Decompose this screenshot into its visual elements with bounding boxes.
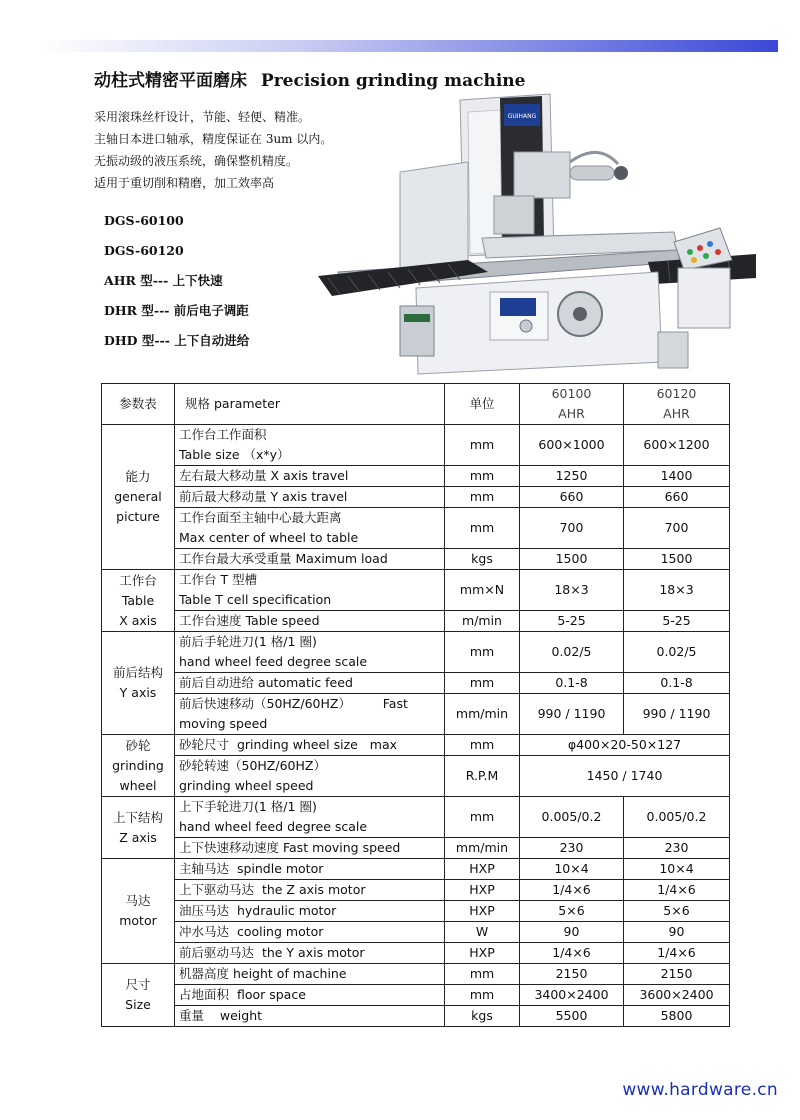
table-row (102, 797, 730, 838)
value-cell: 5×6 (624, 901, 730, 922)
unit-cell: kgs (445, 549, 520, 570)
website-link[interactable]: www.hardware.cn (622, 1080, 778, 1100)
unit-cell: R.P.M (445, 756, 520, 797)
value-cell: 5-25 (624, 611, 730, 632)
table-row (102, 611, 730, 632)
unit-cell: mm (445, 673, 520, 694)
param-cell: 前后快速移动（50HZ/60HZ） Fast moving speed (175, 694, 445, 735)
table-row (102, 985, 730, 1006)
title-en: Precision grinding machine (260, 71, 526, 91)
header-cell: 规格 parameter (175, 384, 445, 425)
table-row (102, 838, 730, 859)
value-cell: 10×4 (624, 859, 730, 880)
unit-cell: mm×N (445, 570, 520, 611)
table-row (102, 880, 730, 901)
value-cell: 990 / 1190 (624, 694, 730, 735)
group-cell: 工作台 Table X axis (102, 570, 175, 632)
page-title (94, 66, 525, 92)
table-row (102, 756, 730, 797)
value-cell: 700 (624, 508, 730, 549)
header-cell: 60120 AHR (624, 384, 730, 425)
header-gradient-bar (40, 40, 778, 52)
param-cell: 工作台工作面积 Table size （x*y） (175, 425, 445, 466)
header-cell: 单位 (445, 384, 520, 425)
model-item: DHD 型--- 上下自动进给 (104, 333, 250, 348)
feature-line: 主轴日本进口轴承，精度保证在 3um 以内。 (94, 132, 333, 146)
unit-cell: kgs (445, 1006, 520, 1027)
value-cell: 90 (520, 922, 624, 943)
value-cell: 5×6 (520, 901, 624, 922)
table-row (102, 508, 730, 549)
group-cell: 砂轮 grinding wheel (102, 735, 175, 797)
value-cell: 5500 (520, 1006, 624, 1027)
value-cell: 660 (624, 487, 730, 508)
unit-cell: mm (445, 985, 520, 1006)
value-cell: 18×3 (520, 570, 624, 611)
unit-cell: m/min (445, 611, 520, 632)
unit-cell: mm (445, 632, 520, 673)
unit-cell: mm (445, 487, 520, 508)
unit-cell: mm (445, 735, 520, 756)
table-row (102, 632, 730, 673)
feature-line: 采用滚珠丝杆设计，节能、轻便、精准。 (94, 110, 311, 124)
param-cell: 砂轮尺寸 grinding wheel size max (175, 735, 445, 756)
param-cell: 冲水马达 cooling motor (175, 922, 445, 943)
unit-cell: HXP (445, 880, 520, 901)
unit-cell: HXP (445, 943, 520, 964)
machine-photo (318, 92, 756, 382)
value-cell: 0.02/5 (520, 632, 624, 673)
table-row (102, 487, 730, 508)
unit-cell: mm (445, 964, 520, 985)
value-cell: 0.1-8 (520, 673, 624, 694)
spec-table (101, 383, 730, 1027)
value-cell: 990 / 1190 (520, 694, 624, 735)
value-cell: 1/4×6 (520, 943, 624, 964)
value-cell: 90 (624, 922, 730, 943)
value-cell: 0.005/0.2 (624, 797, 730, 838)
table-row (102, 964, 730, 985)
param-cell: 上下手轮进刀(1 格/1 圈) hand wheel feed degree scale (175, 797, 445, 838)
value-cell: 1500 (520, 549, 624, 570)
table-row (102, 1006, 730, 1027)
unit-cell: HXP (445, 859, 520, 880)
unit-cell: mm (445, 466, 520, 487)
group-cell: 能力 general picture (102, 425, 175, 570)
param-cell: 前后驱动马达 the Y axis motor (175, 943, 445, 964)
param-cell: 工作台 T 型槽 Table T cell specification (175, 570, 445, 611)
unit-cell: mm/min (445, 838, 520, 859)
unit-cell: mm (445, 425, 520, 466)
param-cell: 前后手轮进刀(1 格/1 圈) hand wheel feed degree scale (175, 632, 445, 673)
value-cell: 1400 (624, 466, 730, 487)
value-cell: 0.02/5 (624, 632, 730, 673)
table-row (102, 466, 730, 487)
param-cell: 前后自动进给 automatic feed (175, 673, 445, 694)
feature-line: 无振动级的液压系统，确保整机精度。 (94, 154, 299, 168)
header-cell: 60100 AHR (520, 384, 624, 425)
model-item: DHR 型--- 前后电子调距 (104, 303, 249, 318)
value-cell: 3600×2400 (624, 985, 730, 1006)
value-cell: 2150 (624, 964, 730, 985)
param-cell: 工作台最大承受重量 Maximum load (175, 549, 445, 570)
table-row (102, 694, 730, 735)
unit-cell: W (445, 922, 520, 943)
value-cell: 5-25 (520, 611, 624, 632)
param-cell: 工作台面至主轴中心最大距离 Max center of wheel to table (175, 508, 445, 549)
header-cell: 参数表 (102, 384, 175, 425)
table-row (102, 425, 730, 466)
model-list (104, 206, 324, 356)
param-cell: 前后最大移动量 Y axis travel (175, 487, 445, 508)
table-row (102, 901, 730, 922)
table-row (102, 922, 730, 943)
param-cell: 重量 weight (175, 1006, 445, 1027)
value-cell: 230 (520, 838, 624, 859)
param-cell: 占地面积 floor space (175, 985, 445, 1006)
unit-cell: HXP (445, 901, 520, 922)
value-cell: 10×4 (520, 859, 624, 880)
param-cell: 上下快速移动速度 Fast moving speed (175, 838, 445, 859)
group-cell: 尺寸 Size (102, 964, 175, 1027)
model-item: DGS-60120 (104, 243, 184, 258)
value-cell: 1/4×6 (520, 880, 624, 901)
group-cell: 马达 motor (102, 859, 175, 964)
value-cell: 600×1200 (624, 425, 730, 466)
value-cell: φ400×20-50×127 (520, 735, 730, 756)
table-row (102, 673, 730, 694)
group-cell: 上下结构 Z axis (102, 797, 175, 859)
param-cell: 左右最大移动量 X axis travel (175, 466, 445, 487)
value-cell: 660 (520, 487, 624, 508)
param-cell: 机器高度 height of machine (175, 964, 445, 985)
unit-cell: mm (445, 797, 520, 838)
table-row (102, 570, 730, 611)
model-item: DGS-60100 (104, 213, 184, 228)
group-cell: 前后结构 Y axis (102, 632, 175, 735)
value-cell: 600×1000 (520, 425, 624, 466)
table-row (102, 943, 730, 964)
table-row (102, 735, 730, 756)
value-cell: 5800 (624, 1006, 730, 1027)
title-cn: 动柱式精密平面磨床 (94, 71, 247, 91)
param-cell: 上下驱动马达 the Z axis motor (175, 880, 445, 901)
param-cell: 工作台速度 Table speed (175, 611, 445, 632)
value-cell: 1/4×6 (624, 943, 730, 964)
unit-cell: mm (445, 508, 520, 549)
value-cell: 1250 (520, 466, 624, 487)
feature-line: 适用于重切削和精磨，加工效率高 (94, 176, 275, 190)
value-cell: 700 (520, 508, 624, 549)
nameplate-text: GUIHANG (507, 113, 537, 120)
param-cell: 砂轮转速（50HZ/60HZ） grinding wheel speed (175, 756, 445, 797)
table-row (102, 859, 730, 880)
value-cell: 18×3 (624, 570, 730, 611)
table-row (102, 549, 730, 570)
unit-cell: mm/min (445, 694, 520, 735)
value-cell: 1500 (624, 549, 730, 570)
value-cell: 0.005/0.2 (520, 797, 624, 838)
value-cell: 1450 / 1740 (520, 756, 730, 797)
value-cell: 2150 (520, 964, 624, 985)
param-cell: 主轴马达 spindle motor (175, 859, 445, 880)
value-cell: 0.1-8 (624, 673, 730, 694)
value-cell: 1/4×6 (624, 880, 730, 901)
value-cell: 3400×2400 (520, 985, 624, 1006)
table-header-row (102, 384, 730, 425)
model-item: AHR 型--- 上下快速 (104, 273, 223, 288)
param-cell: 油压马达 hydraulic motor (175, 901, 445, 922)
value-cell: 230 (624, 838, 730, 859)
